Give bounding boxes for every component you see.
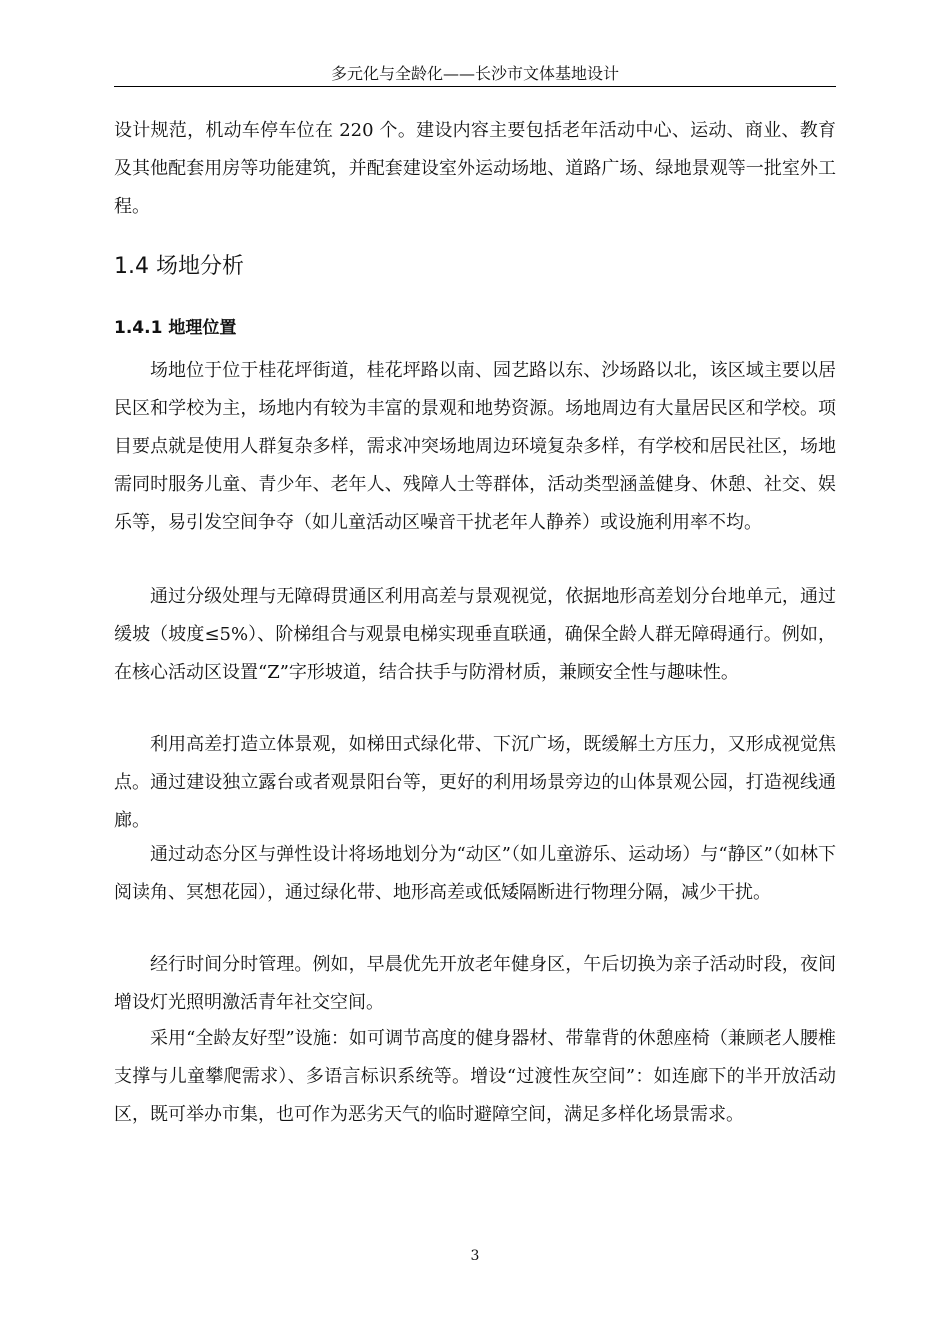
paragraph-zoning: 通过动态分区与弹性设计将场地划分为“动区”（如儿童游乐、运动场）与“静区”（如林下阅读角、冥想花园），通过绿化带、地形高差或低矮隔断进行物理分隔，减少干扰。	[114, 844, 836, 903]
intro-paragraph: 设计规范，机动车停车位在 220 个。建设内容主要包括老年活动中心、运动、商业、教育及其他配套用房等功能建筑，并配套建设室外运动场地、道路广场、绿地景观等一批室外工程。	[114, 120, 836, 217]
paragraph-terrain-landscape: 利用高差打造立体景观，如梯田式绿化带、下沉广场，既缓解土方压力，又形成视觉焦点。通过建设独立露台或者观景阳台等，更好的利用场景旁边的山体景观公园，打造视线通廊。	[114, 734, 836, 831]
paragraph-site-location: 场地位于位于桂花坪街道，桂花坪路以南、园艺路以东、沙场路以北，该区域主要以居民区和学校为主，场地内有较为丰富的景观和地势资源。场地周边有大量居民区和学校。项目要点就是使用人群复杂多样，需求冲突场地周边环境复杂多样，有学校和居民社区，场地需同时服务儿童、青少年、老年人、残障人士等群体，活动类型涵盖健身、休憩、社交、娱乐等，易引发空间争夺（如儿童活动区噪音干扰老年人静养）或设施利用率不均。	[114, 360, 836, 533]
subsection-heading: 1.4.1 地理位置	[114, 318, 237, 338]
header-rule	[114, 86, 836, 87]
paragraph-time-management: 经行时间分时管理。例如，早晨优先开放老年健身区，午后切换为亲子活动时段，夜间增设灯光照明激活青年社交空间。	[114, 954, 836, 1013]
page-number: 3	[470, 1248, 480, 1264]
paragraph-accessibility: 通过分级处理与无障碍贯通区利用高差与景观视觉，依据地形高差划分台地单元，通过缓坡（坡度≤5%）、阶梯组合与观景电梯实现垂直联通，确保全龄人群无障碍通行。例如，在核心活动区设置“Z”字形坡道，结合扶手与防滑材质，兼顾安全性与趣味性。	[114, 586, 836, 683]
running-header: 多元化与全龄化——长沙市文体基地设计	[330, 64, 619, 83]
paragraph-facilities: 采用“全龄友好型”设施：如可调节高度的健身器材、带靠背的休憩座椅（兼顾老人腰椎支撑与儿童攀爬需求）、多语言标识系统等。增设“过渡性灰空间”：如连廊下的半开放活动区，既可举办市集，也可作为恶劣天气的临时避障空间，满足多样化场景需求。	[114, 1028, 836, 1125]
section-heading: 1.4 场地分析	[114, 254, 244, 279]
